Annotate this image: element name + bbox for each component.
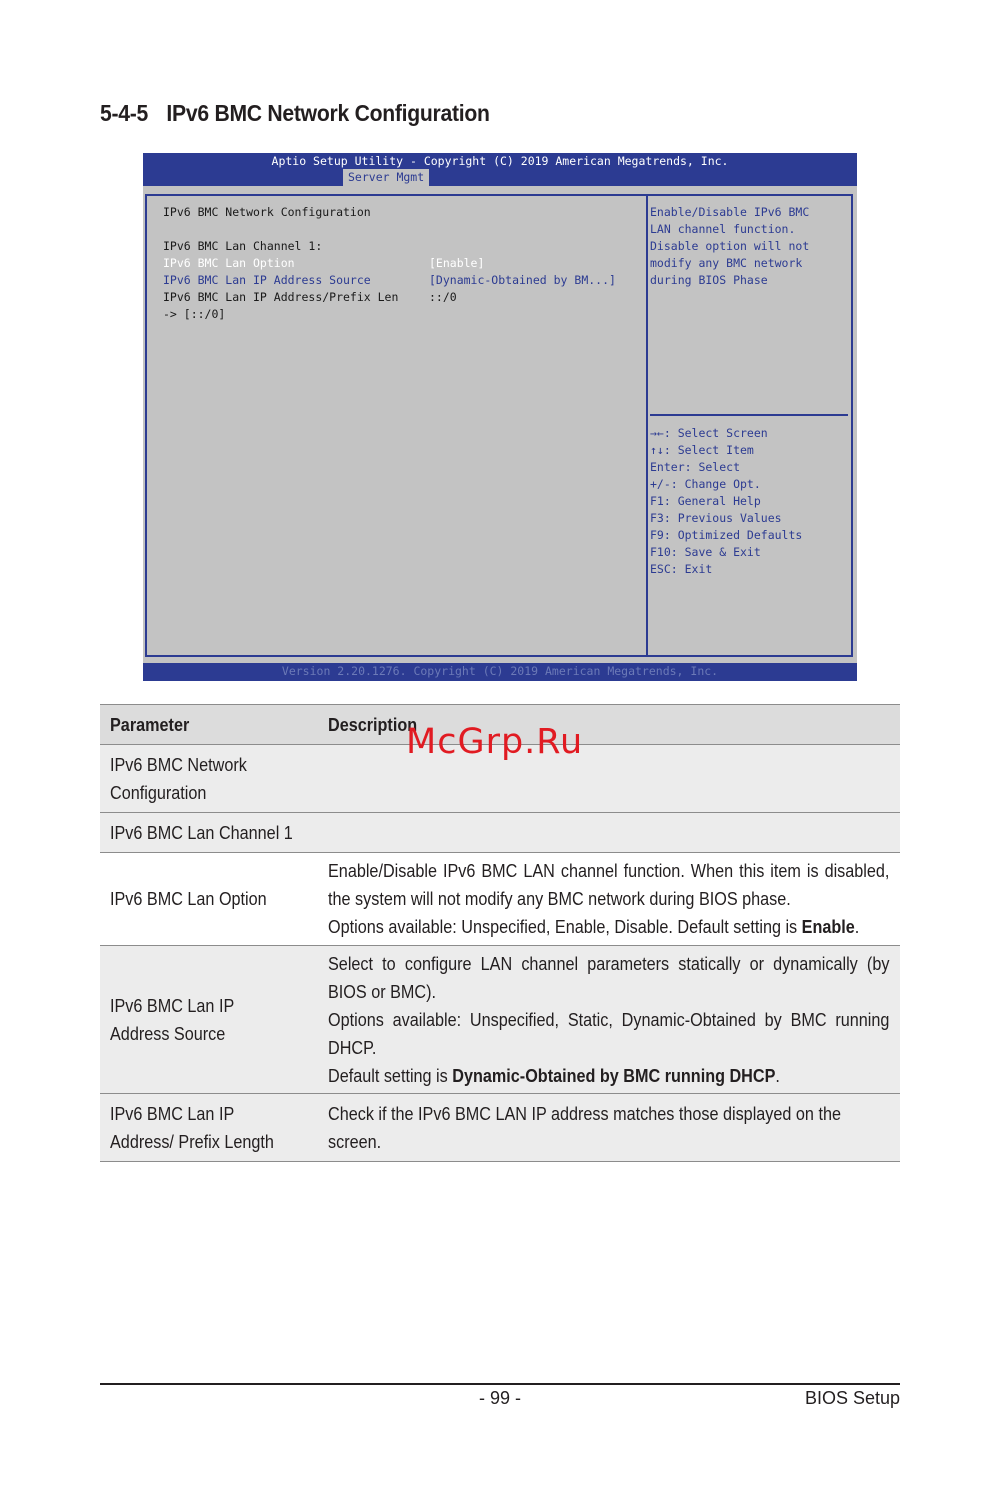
desc-cell <box>328 813 900 853</box>
desc-text: Options available: Unspecified, Enable, Disable. Default setting is Enable. <box>328 917 860 937</box>
desc-text: Default setting is Dynamic-Obtained by BMC running DHCP. <box>328 1065 780 1086</box>
parameter-table <box>100 704 900 1162</box>
bios-item-ip-source[interactable]: IPv6 BMC Lan IP Address Source <box>163 273 371 287</box>
key-hint: F1: General Help <box>650 494 761 508</box>
help-line: Enable/Disable IPv6 BMC <box>650 205 810 219</box>
param-name: IPv6 BMC Lan Channel 1 <box>110 822 293 843</box>
param-name: IPv6 BMC Network Configuration <box>110 754 247 803</box>
table-row <box>100 946 900 1094</box>
help-line: Disable option will not <box>650 239 810 253</box>
key-hint: F3: Previous Values <box>650 511 782 525</box>
tab-server-mgmt[interactable]: Server Mgmt <box>343 169 429 186</box>
desc-cell <box>328 853 900 946</box>
header-parameter: Parameter <box>100 705 328 745</box>
key-hint: Enter: Select <box>650 460 741 474</box>
key-hint: F10: Save & Exit <box>650 545 761 559</box>
param-cell <box>100 745 328 813</box>
bios-header <box>143 153 857 186</box>
bios-version: Version 2.20.1276. Copyright (C) 2019 American Megatrends, Inc. <box>281 664 719 678</box>
desc-text: Options available: Unspecified, Static, Dynamic-Obtained by BMC running DHCP. <box>328 1009 890 1058</box>
param-cell <box>100 813 328 853</box>
param-name: IPv6 BMC Lan IP Address/ Prefix Length <box>110 1103 274 1152</box>
bios-item-lan-option[interactable]: IPv6 BMC Lan Option <box>163 256 295 270</box>
section-heading <box>100 100 490 127</box>
bios-value-ip-address: ::/0 <box>429 290 457 304</box>
bios-ip-address-line: -> [::/0] <box>163 307 226 321</box>
bios-value-ip-source[interactable]: [Dynamic-Obtained by BM...] <box>429 273 616 287</box>
footer-section-name: BIOS Setup <box>804 1388 900 1408</box>
bios-channel-label: IPv6 BMC Lan Channel 1: <box>163 239 323 253</box>
header-description: Description <box>328 705 900 745</box>
help-line: LAN channel function. <box>650 222 796 236</box>
bios-screenshot <box>143 153 857 681</box>
desc-cell <box>328 946 900 1094</box>
bios-title: Aptio Setup Utility - Copyright (C) 2019 American Megatrends, Inc. <box>271 154 729 168</box>
table-row <box>100 853 900 946</box>
key-hint: +/-: Change Opt. <box>650 477 761 491</box>
table-row <box>100 1094 900 1162</box>
desc-text: Check if the IPv6 BMC LAN IP address matches those displayed on the screen. <box>328 1103 841 1152</box>
bios-item-ip-address: IPv6 BMC Lan IP Address/Prefix Len <box>163 290 399 304</box>
table-row <box>100 813 900 853</box>
help-divider <box>650 414 848 416</box>
footer-rule <box>100 1383 900 1385</box>
desc-text: Enable/Disable IPv6 BMC LAN channel function. When this item is disabled, the system will not modify any BMC network during BIOS phase. <box>328 861 890 909</box>
key-hint: ↑↓: Select Item <box>650 443 754 457</box>
section-number: 5-4-5 <box>100 100 149 126</box>
param-cell <box>100 853 328 946</box>
key-hint: →←: Select Screen <box>650 426 768 440</box>
help-line: modify any BMC network <box>650 256 803 270</box>
param-cell <box>100 946 328 1094</box>
bios-page-heading: IPv6 BMC Network Configuration <box>163 205 371 219</box>
bios-value-lan-option[interactable]: [Enable] <box>429 256 485 270</box>
section-title: IPv6 BMC Network Configuration <box>166 100 490 126</box>
bios-footer <box>143 663 857 681</box>
key-hint: ESC: Exit <box>650 562 713 576</box>
param-cell <box>100 1094 328 1162</box>
key-hint: F9: Optimized Defaults <box>650 528 803 542</box>
param-name: IPv6 BMC Lan IP Address Source <box>110 995 234 1044</box>
desc-text: Select to configure LAN channel parameters statically or dynamically (by BIOS or BMC). <box>328 953 890 1002</box>
param-name: IPv6 BMC Lan Option <box>110 889 267 909</box>
watermark: McGrp.Ru <box>406 722 584 762</box>
page-number: - 99 - <box>478 1388 521 1408</box>
help-line: during BIOS Phase <box>650 273 768 287</box>
desc-cell <box>328 1094 900 1162</box>
